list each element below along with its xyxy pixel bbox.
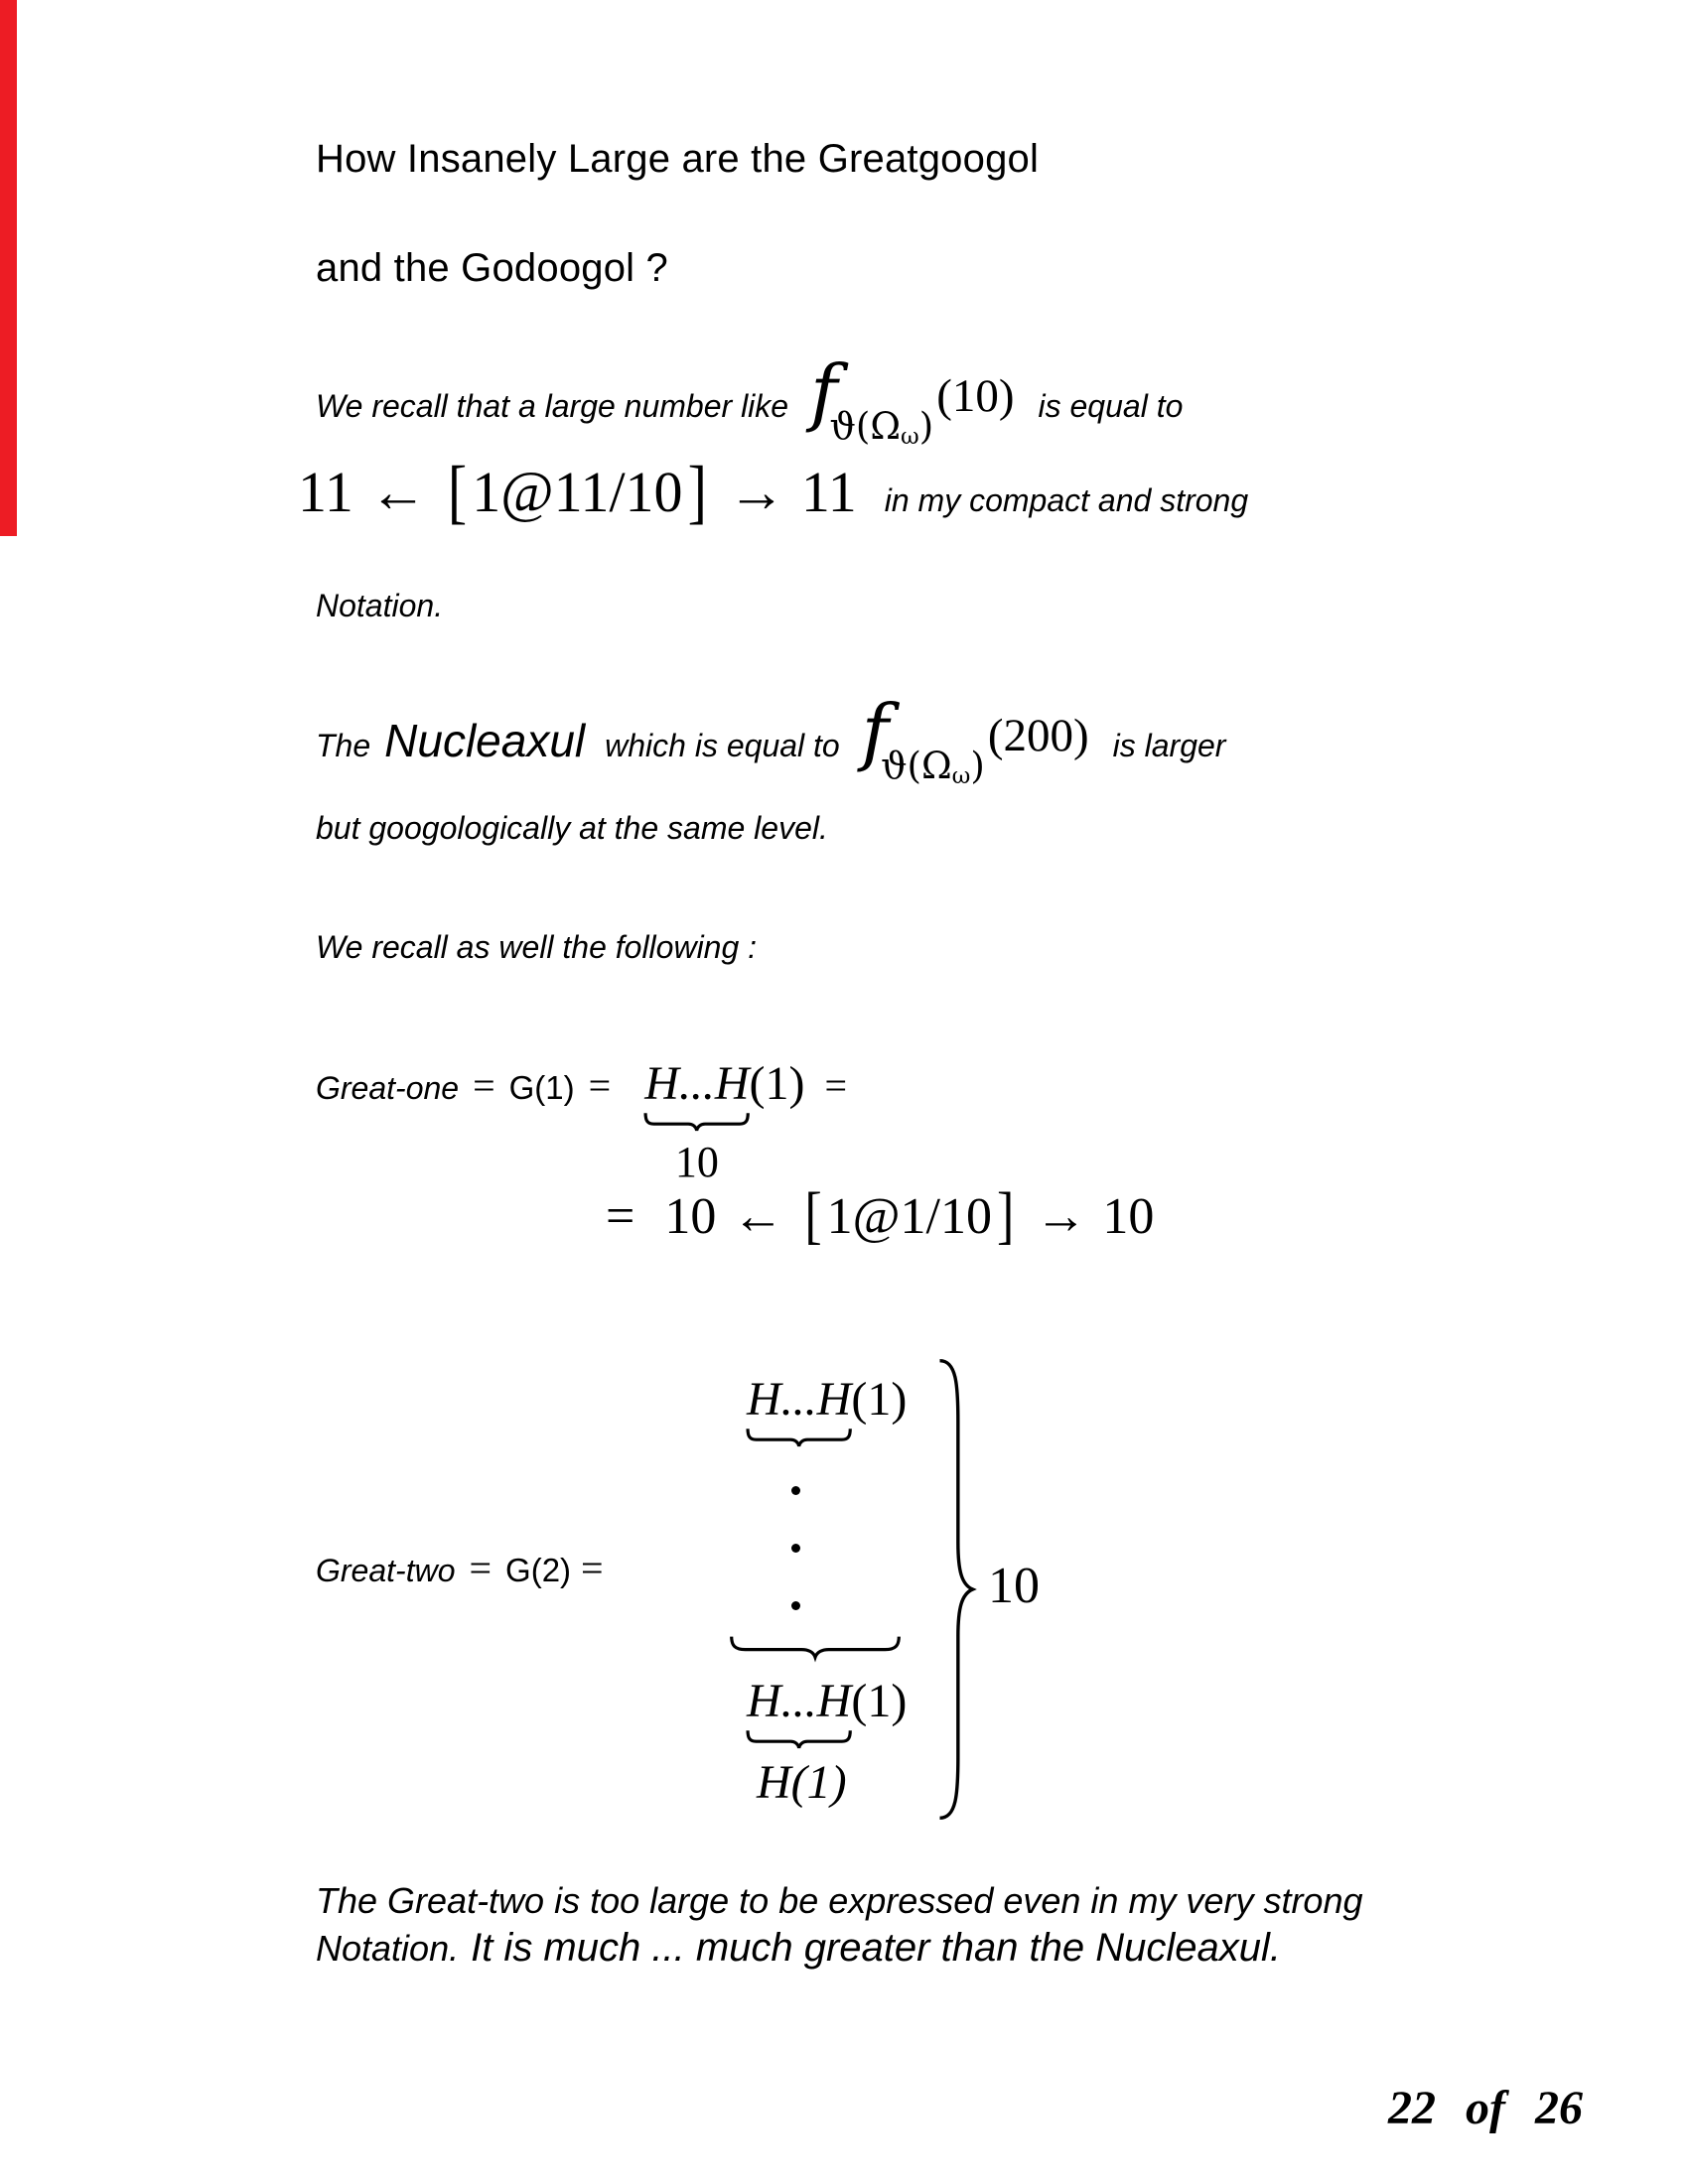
left-arrow-icon: ← xyxy=(368,460,427,524)
closing-emphasis: It is much ... much greater than the Nucleaxul. xyxy=(471,1926,1282,1970)
underbrace-icon xyxy=(730,1634,901,1660)
closing-line1: The Great-two is too large to be expressed even in my very strong xyxy=(316,1880,1363,1921)
great-one-label: Great-one xyxy=(316,1070,460,1106)
open-bracket: [ xyxy=(447,451,468,532)
right-arrow-icon: → xyxy=(727,460,785,524)
h-argument: (1) xyxy=(851,1373,908,1426)
great-two-label-row xyxy=(316,1545,612,1591)
math-number: 10 xyxy=(664,1188,717,1245)
tower-top-term xyxy=(747,1372,907,1427)
equals-sign: = xyxy=(824,1063,848,1108)
great-one-expansion xyxy=(606,1180,1155,1252)
math-bracket-content: 1@11/10 xyxy=(472,460,683,524)
equals-sign: = xyxy=(606,1188,635,1245)
math-omega-subscript: ω xyxy=(951,763,971,790)
notation-word: Notation. xyxy=(316,588,444,623)
math-number: 11 xyxy=(298,460,353,524)
math-h-iterate xyxy=(644,1056,805,1187)
underbrace-icon xyxy=(644,1111,749,1133)
red-margin-stripe xyxy=(0,0,17,536)
compact-notation-line xyxy=(298,451,1249,532)
underbrace-icon xyxy=(747,1427,851,1448)
math-f: f xyxy=(861,689,890,774)
vertical-dot xyxy=(791,1486,800,1495)
math-f-argument: (10) xyxy=(936,370,1015,422)
open-bracket: [ xyxy=(804,1180,822,1252)
right-brace-icon xyxy=(934,1356,978,1823)
math-f-subscript: ϑ(Ωω) xyxy=(881,745,985,790)
math-f-theta-omega-200 xyxy=(861,689,1089,790)
nucleaxul-name: Nucleaxul xyxy=(384,715,586,766)
page-title-line2: and the Godoogol ? xyxy=(316,246,669,290)
h-argument: (1) xyxy=(749,1057,805,1110)
nucleaxul-mid: which is equal to xyxy=(605,728,840,763)
great-two-label: Great-two xyxy=(316,1553,456,1588)
math-f-theta-omega-10 xyxy=(810,349,1015,451)
h-run-text: H...H xyxy=(644,1057,750,1110)
math-f-argument: (200) xyxy=(987,710,1089,761)
nucleaxul-paragraph xyxy=(316,689,1226,790)
vertical-dot xyxy=(791,1601,800,1610)
equals-sign: = xyxy=(581,1546,604,1590)
tower-bottom-term: H(1) xyxy=(757,1756,847,1809)
compact-note: in my compact and strong xyxy=(884,482,1249,518)
h-run-with-underbrace xyxy=(747,1674,851,1728)
close-bracket: ] xyxy=(997,1180,1015,1252)
intro-paragraph xyxy=(316,349,1184,451)
g1-function: G(1) xyxy=(508,1069,575,1106)
math-number: 10 xyxy=(1102,1188,1155,1245)
underbrace-count: 10 xyxy=(674,1138,719,1187)
h-run-text: H...H xyxy=(747,1675,852,1727)
intro-lead: We recall that a large number like xyxy=(316,388,789,424)
math-f-subscript: ϑ(Ωω) xyxy=(829,405,934,451)
equals-sign: = xyxy=(473,1063,495,1108)
math-omega-subscript: ω xyxy=(901,424,919,451)
nucleaxul-the: The xyxy=(316,728,371,763)
tower-mid-term xyxy=(747,1674,907,1728)
intro-tail: is equal to xyxy=(1038,388,1184,424)
math-number: 11 xyxy=(800,460,857,524)
nucleaxul-tail: is larger xyxy=(1112,728,1226,763)
left-arrow-icon: ← xyxy=(732,1188,784,1245)
h-argument: (1) xyxy=(851,1675,908,1727)
tower-height-count: 10 xyxy=(988,1558,1040,1614)
h-run-text: H...H xyxy=(747,1373,852,1426)
recall-following: We recall as well the following : xyxy=(316,929,758,965)
page-title-line1: How Insanely Large are the Greatgoogol xyxy=(316,137,1040,181)
math-f: f xyxy=(810,349,838,435)
equals-sign: = xyxy=(469,1546,492,1590)
nucleaxul-line2: but googologically at the same level. xyxy=(316,810,828,846)
page-number: 22 of 26 xyxy=(1388,2082,1583,2134)
h-run-with-underbrace xyxy=(747,1372,851,1427)
close-bracket: ] xyxy=(687,451,707,532)
closing-notation-word: Notation. xyxy=(316,1928,460,1969)
g2-function: G(2) xyxy=(505,1552,572,1588)
math-bracket-content: 1@1/10 xyxy=(826,1188,992,1245)
underbrace-icon xyxy=(747,1728,851,1750)
right-arrow-icon: → xyxy=(1035,1188,1087,1245)
great-one-equation xyxy=(316,1056,861,1187)
closing-line2 xyxy=(316,1926,1281,1971)
equals-sign: = xyxy=(588,1063,612,1108)
vertical-dot xyxy=(791,1544,800,1553)
h-run-with-underbrace xyxy=(644,1056,750,1187)
